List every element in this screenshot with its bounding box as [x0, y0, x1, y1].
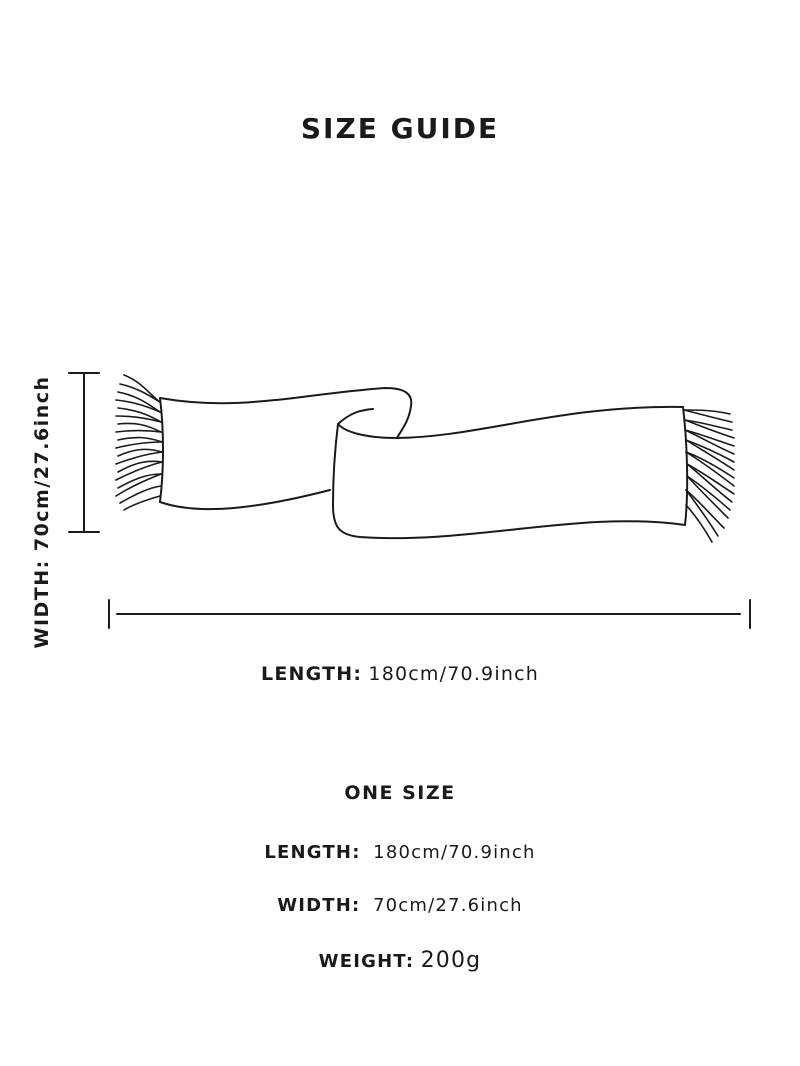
spec-value: 70cm/27.6inch — [373, 895, 523, 916]
spec-value: 180cm/70.9inch — [373, 842, 536, 863]
length-label-key: LENGTH: — [261, 663, 363, 685]
spec-row-width — [0, 895, 800, 916]
left-fringe — [116, 375, 162, 510]
spec-label: WIDTH: — [277, 895, 361, 916]
spec-heading: ONE SIZE — [344, 782, 456, 804]
page-title: SIZE GUIDE — [300, 112, 500, 145]
spec-row-weight — [0, 948, 800, 973]
spec-list — [0, 782, 800, 973]
spec-label: WEIGHT: — [318, 951, 415, 972]
length-dimension-line — [109, 600, 750, 628]
spec-value: 200g — [420, 948, 482, 973]
spec-row-length — [0, 842, 800, 863]
width-label: WIDTH: 70cm/27.6inch — [31, 375, 53, 649]
width-dimension-line — [69, 373, 99, 532]
length-label — [0, 663, 800, 685]
length-label-value: 180cm/70.9inch — [368, 663, 539, 685]
scarf-outline-icon — [116, 375, 734, 542]
right-fringe — [684, 410, 734, 542]
spec-label: LENGTH: — [264, 842, 361, 863]
